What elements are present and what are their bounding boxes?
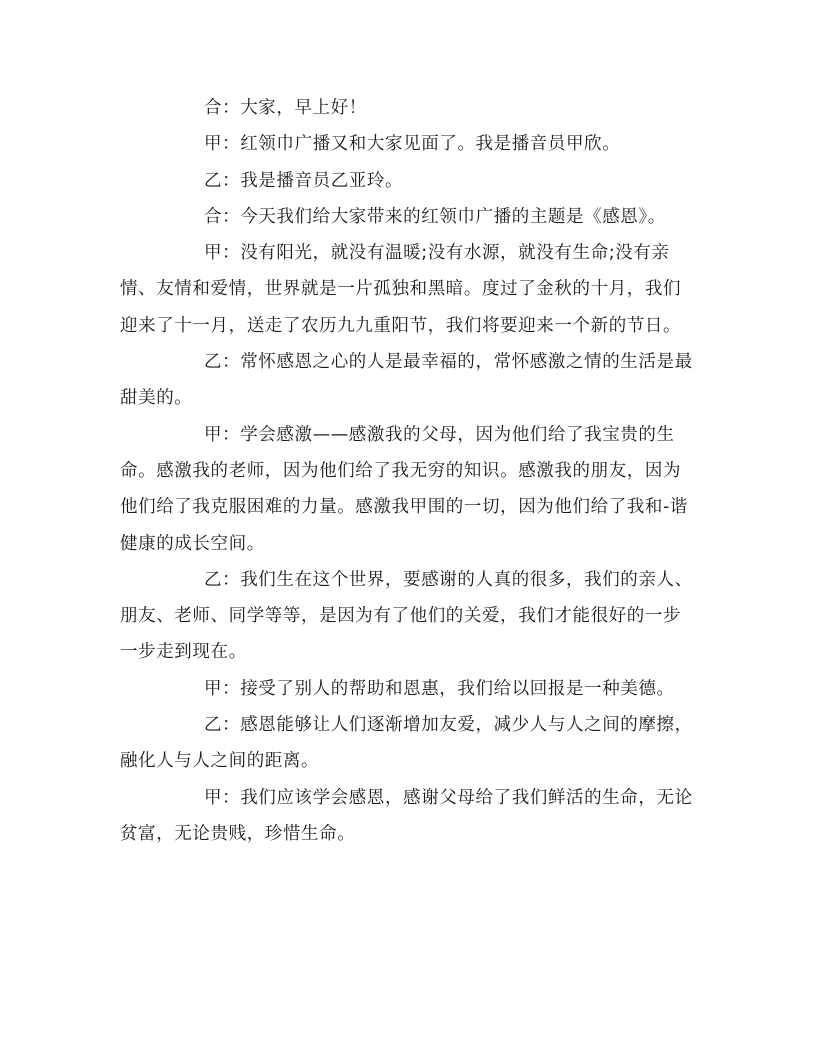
paragraph: 乙：我们生在这个世界，要感谢的人真的很多，我们的亲人、朋友、老师、同学等等，是因为有了他们的关爱，我们才能很好的一步一步走到现在。 <box>120 569 693 663</box>
paragraph: 乙：感恩能够让人们逐渐增加友爱，减少人与人之间的摩擦，融化人与人之间的距离。 <box>120 715 693 772</box>
paragraph: 甲：接受了别人的帮助和恩惠，我们给以回报是一种美德。 <box>204 678 675 699</box>
document-body <box>120 90 694 852</box>
paragraph: 合：大家，早上好！ <box>204 98 367 118</box>
paragraph: 乙：我是播音员乙亚玲。 <box>204 170 404 191</box>
paragraph: 甲：红领巾广播又和大家见面了。我是播音员甲欣。 <box>204 134 621 155</box>
paragraph: 乙：常怀感恩之心的人是最幸福的，常怀感激之情的生活是最甜美的。 <box>120 352 693 409</box>
paragraph: 合：今天我们给大家带来的红领巾广播的主题是《感恩》。 <box>204 206 666 227</box>
paragraph: 甲：没有阳光，就没有温暖;没有水源，就没有生命;没有亲情、友情和爱情，世界就是一片孤独和黑暗。度过了金秋的十月，我们迎来了十一月，送走了农历九九重阳节，我们将要迎来一个新的节日。 <box>120 243 682 336</box>
paragraph: 甲：我们应该学会感恩，感谢父母给了我们鲜活的生命，无论贫富，无论贵贱，珍惜生命。 <box>120 787 693 844</box>
paragraph: 甲：学会感激——感激我的父母，因为他们给了我宝贵的生命。感激我的老师，因为他们给了我无穷的知识。感激我的朋友，因为他们给了我克服困难的力量。感激我甲围的一切，因为他们给了我和-谐健康的成长空间。 <box>120 424 689 554</box>
